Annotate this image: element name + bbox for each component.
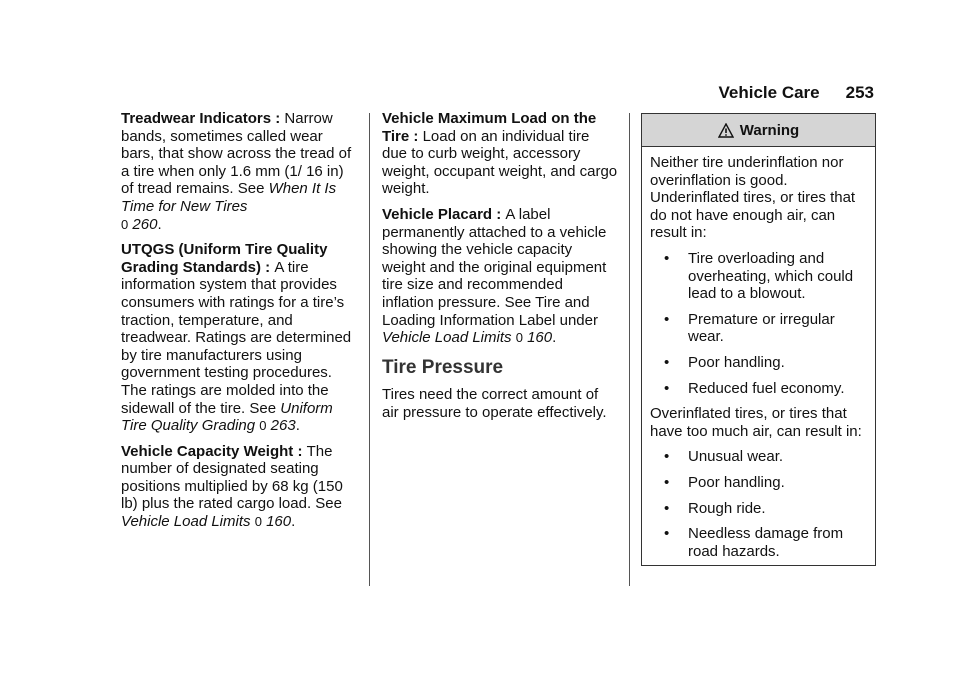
body-paragraph: Tires need the correct amount of air pressure to operate effectively. — [382, 386, 607, 421]
bullet-icon: • — [664, 525, 670, 543]
page-ref-icon: 0 — [259, 418, 267, 434]
warning-box — [641, 113, 876, 566]
warning-header — [642, 114, 875, 147]
list-item — [664, 474, 867, 492]
bullet-icon: • — [664, 473, 670, 491]
definition-utqgs: UTQGS (Uniform Tire Quality Grading Standards) : A tire information system that provides consumers with ratings for a tire’s traction, temperature, and treadwear. Ratings are determined by tire manufacturers using government testing procedures. The ratings are molded into the sidewall of the tire. See Uniform Tire Quality Grading 0 263. — [121, 241, 352, 435]
term: Vehicle Maximum Load on the Tire : — [382, 110, 597, 145]
list-item-text: Poor handling. — [688, 473, 785, 491]
column-1 — [121, 110, 357, 539]
page-ref-number[interactable]: 160 — [266, 513, 292, 531]
term: Vehicle Capacity Weight : — [121, 442, 307, 460]
term: Treadwear Indicators : — [121, 110, 285, 127]
list-item-text: Tire overloading and overheating, which could lead to a blowout. — [688, 249, 854, 303]
warning-body — [642, 147, 875, 575]
cross-ref-link[interactable]: Vehicle Load Limits — [121, 513, 251, 531]
bullet-icon: • — [664, 448, 670, 466]
section-title: Vehicle Care — [718, 83, 820, 102]
cross-ref-link[interactable]: Vehicle Load Limits — [382, 329, 512, 347]
list-item — [664, 500, 867, 518]
definition-treadwear: Treadwear Indicators : Narrow bands, sometimes called wear bars, that show across the tread of a tire when only 1.6 mm (1/ 16 in) of tread remains. See When It Is Time for New Tires 0 260. — [121, 110, 352, 233]
page-ref-icon: 0 — [515, 330, 523, 346]
warning-triangle-icon — [718, 123, 734, 138]
list-item-text: Poor handling. — [688, 353, 785, 371]
warning-intro: Neither tire underinflation nor overinflation is good. Underinflated tires, or tires that do not have enough air, can result in: — [650, 154, 856, 242]
definition-placard: Vehicle Placard : A label permanently attached to a vehicle showing the vehicle capacity weight and the original equipment tire size and recommended inflation pressure. See Tire and Loading Information Label under Vehicle Load Limits 0 160. — [382, 205, 607, 347]
term: UTQGS (Uniform Tire Quality Grading Standards) : — [121, 241, 328, 276]
list-item-text: Unusual wear. — [688, 448, 784, 466]
list-item-text: Premature or irregular wear. — [688, 310, 835, 346]
list-item — [664, 250, 867, 303]
term: Vehicle Placard : — [382, 205, 506, 223]
definition-capacity-weight: Vehicle Capacity Weight : The number of designated seating positions multiplied by 68 kg (150 lb) plus the rated cargo load. See Vehicle Load Limits 0 160. — [121, 442, 343, 531]
list-item — [664, 380, 867, 398]
list-item-text: Rough ride. — [688, 499, 766, 517]
list-item-text: Reduced fuel economy. — [688, 379, 845, 397]
list-item-text: Needless damage from road hazards. — [688, 525, 844, 560]
page-ref-number[interactable]: 160 — [527, 329, 553, 347]
section-heading: Tire Pressure — [382, 356, 504, 378]
column-divider — [629, 113, 630, 586]
bullet-icon: • — [664, 310, 670, 328]
page-ref-icon: 0 — [121, 216, 129, 232]
bullet-icon: • — [664, 249, 670, 267]
column-2 — [382, 110, 618, 430]
definition-max-load: Vehicle Maximum Load on the Tire : Load on an individual tire due to curb weight, accessory weight, occupant weight, and cargo weight. — [382, 110, 618, 198]
cross-ref-link[interactable]: When It Is Time for New Tires — [121, 180, 337, 215]
warning-intro: Overinflated tires, or tires that have too much air, can result in: — [650, 405, 862, 440]
warning-title: Warning — [739, 121, 800, 139]
list-item — [664, 525, 867, 560]
page-ref-number[interactable]: 263 — [270, 417, 296, 435]
list-item — [664, 354, 867, 372]
list-item — [664, 311, 867, 346]
bullet-icon: • — [664, 499, 670, 517]
page-ref-icon: 0 — [254, 514, 262, 530]
cross-ref-link[interactable]: Uniform Tire Quality Grading — [121, 399, 333, 435]
list-item — [664, 448, 867, 466]
bullet-icon: • — [664, 353, 670, 371]
page-number: 253 — [845, 83, 874, 102]
page-ref-number[interactable]: 260 — [132, 215, 158, 233]
page-header — [719, 83, 875, 103]
bullet-icon: • — [664, 379, 670, 397]
column-divider — [369, 113, 370, 586]
